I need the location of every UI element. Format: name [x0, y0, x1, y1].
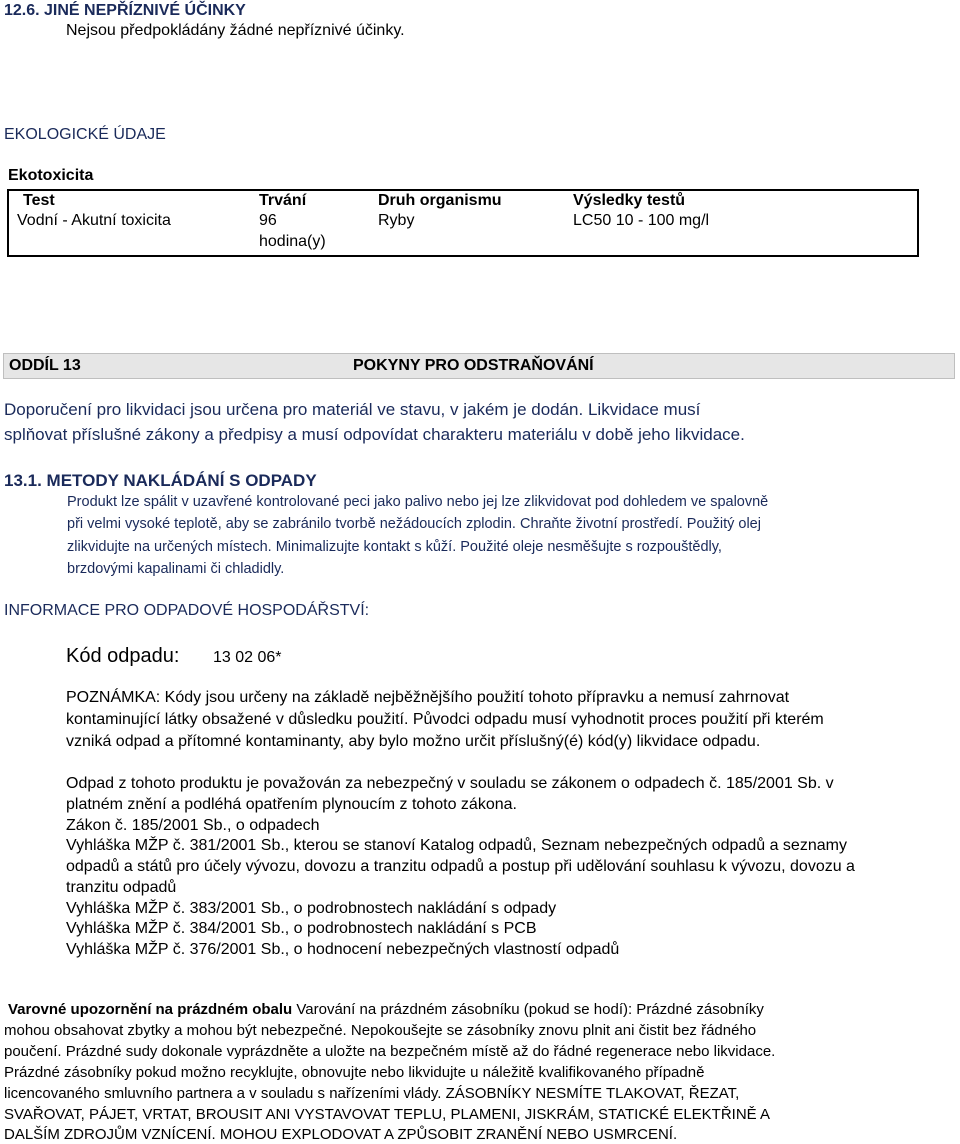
ecotoxicity-table: [7, 189, 919, 257]
waste-code: 13 02 06*: [213, 649, 282, 666]
col-header-results: Výsledky testů: [573, 192, 686, 209]
waste-info-heading: INFORMACE PRO ODPADOVÉ HOSPODÁŘSTVÍ:: [4, 602, 370, 619]
section-12-6-text: Nejsou předpokládány žádné nepříznivé účinky.: [66, 22, 405, 39]
note-line-1: POZNÁMKA: Kódy jsou určeny na základě nejběžnějšího použití tohoto přípravku a nemusí zahrnovat: [66, 689, 790, 706]
col-header-test: Test: [23, 192, 55, 209]
warning-line-5: licencovaného smluvního partnera a v souladu s nařízeními vlády. ZÁSOBNÍKY NESMÍTE TLAKOVAT, ŘEZAT,: [4, 1085, 740, 1102]
methods-line-4: brzdovými kapalinami či chladidly.: [67, 561, 285, 577]
law-line-1: Odpad z tohoto produktu je považován za nebezpečný v souladu se zákonem o odpadech č. 185/2001 Sb. v: [66, 775, 834, 792]
law-line-6: tranzitu odpadů: [66, 879, 177, 896]
row-duration-unit: hodina(y): [259, 233, 326, 250]
law-line-8: Vyhláška MŽP č. 384/2001 Sb., o podrobnostech nakládání s PCB: [66, 920, 537, 937]
row-organism: Ryby: [378, 212, 415, 229]
intro-line-2: splňovat příslušné zákony a předpisy a musí odpovídat charakteru materiálu v době jeho likvidace.: [4, 425, 745, 444]
intro-line-1: Doporučení pro likvidaci jsou určena pro materiál ve stavu, v jakém je dodán. Likvidace musí: [4, 400, 701, 419]
methods-line-2: při velmi vysoké teplotě, aby se zabránilo tvorbě nežádoucích zplodin. Chraňte životní prostředí. Použitý olej: [67, 516, 761, 532]
eco-subheading: Ekotoxicita: [8, 167, 94, 184]
law-line-4: Vyhláška MŽP č. 381/2001 Sb., kterou se stanoví Katalog odpadů, Seznam nebezpečných odpadů a seznamy: [66, 837, 847, 854]
col-header-duration: Trvání: [259, 192, 307, 209]
row-result: LC50 10 - 100 mg/l: [573, 212, 710, 229]
law-line-3: Zákon č. 185/2001 Sb., o odpadech: [66, 817, 320, 834]
warning-line-2: mohou obsahovat zbytky a mohou být nebezpečné. Nepokoušejte se zásobníky znovu plnit ani čistit bez řádného: [4, 1022, 757, 1039]
methods-heading: 13.1. METODY NAKLÁDÁNÍ S ODPADY: [4, 471, 317, 490]
section-12-6-heading: 12.6. JINÉ NEPŘÍZNIVÉ ÚČINKY: [4, 2, 246, 19]
law-line-9: Vyhláška MŽP č. 376/2001 Sb., o hodnocení nebezpečných vlastností odpadů: [66, 941, 620, 958]
section-13-header: [3, 353, 955, 379]
waste-code-label: Kód odpadu:: [66, 645, 180, 667]
warning-line-4: Prázdné zásobníky pokud možno recyklujte, obnovujte nebo likvidujte u náležitě kvalifikovaného případně: [4, 1064, 705, 1081]
law-line-5: odpadů a států pro účely vývozu, dovozu a tranzitu odpadů a postup při udělování souhlasu k vývozu, dovozu a: [66, 858, 855, 875]
warning-line-1: Varování na prázdném zásobníku (pokud se hodí): Prázdné zásobníky: [292, 1001, 764, 1018]
methods-line-1: Produkt lze spálit v uzavřené kontrolované peci jako palivo nebo jej lze zlikvidovat pod dohledem ve spalovně: [67, 494, 769, 510]
note-line-3: vzniká odpad a přítomné kontaminanty, aby bylo možno určit příslušný(é) kód(y) likvidace odpadu.: [66, 733, 761, 750]
warning-line-3: poučení. Prázdné sudy dokonale vyprázdněte a uložte na bezpečném místě až do řádné regenerace nebo likvidace.: [4, 1043, 776, 1060]
col-header-organism: Druh organismu: [378, 192, 502, 209]
note-line-2: kontaminující látky obsažené v důsledku použití. Původci odpadu musí vyhodnotit proces použití při kterém: [66, 711, 824, 728]
row-test: Vodní - Akutní toxicita: [17, 212, 171, 229]
eco-heading: EKOLOGICKÉ ÚDAJE: [4, 126, 166, 143]
warning-line-6: SVAŘOVAT, PÁJET, VRTAT, BROUSIT ANI VYSTAVOVAT TEPLU, PLAMENI, JISKRÁM, STATICKÉ ELEKTŘINĚ A: [4, 1106, 771, 1123]
warning-line-7: DALŠÍM ZDROJŮM VZNÍCENÍ. MOHOU EXPLODOVAT A ZPŮSOBIT ZRANĚNÍ NEBO USMRCENÍ.: [4, 1126, 678, 1143]
law-line-2: platném znění a podléhá opatřením plynoucím z tohoto zákona.: [66, 796, 517, 813]
row-duration-value: 96: [259, 212, 277, 229]
warning-first-line: [8, 1001, 764, 1018]
section-13-title: POKYNY PRO ODSTRAŇOVÁNÍ: [353, 357, 594, 374]
warning-label: Varovné upozornění na prázdném obalu: [8, 1001, 293, 1018]
methods-line-3: zlikvidujte na určených místech. Minimalizujte kontakt s kůží. Použité oleje nesměšujte s rozpouštědly,: [67, 539, 722, 555]
section-13-number: ODDÍL 13: [9, 357, 81, 374]
law-line-7: Vyhláška MŽP č. 383/2001 Sb., o podrobnostech nakládání s odpady: [66, 900, 557, 917]
